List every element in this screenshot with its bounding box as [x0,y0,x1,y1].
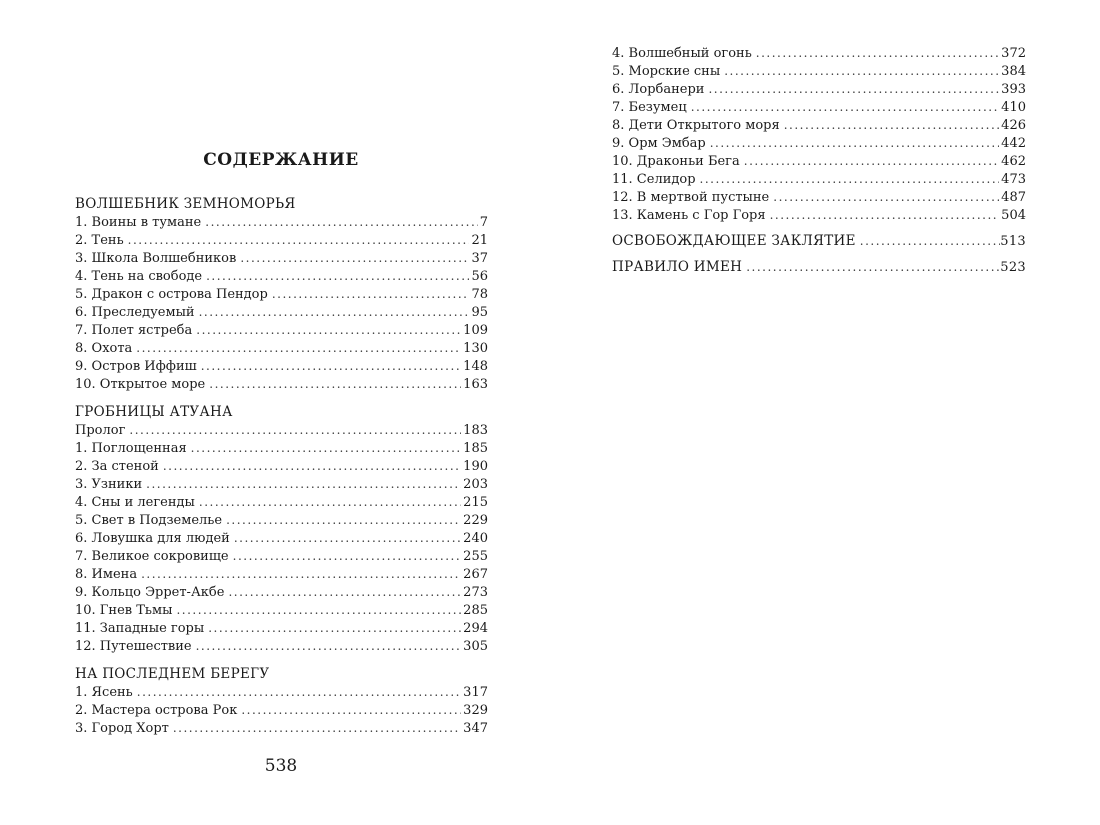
toc-entry [75,339,488,357]
entry-title: 11. Селидор [612,172,696,187]
toc-entry [75,303,488,321]
dot-leader [773,188,999,206]
entry-title: 5. Морские сны [612,64,721,79]
dot-leader [205,213,477,231]
entry-title: 6. Лорбанери [612,82,705,97]
entry-page: 7 [479,215,488,230]
entry-title: 4. Сны и легенды [75,495,195,510]
dot-leader [272,285,470,303]
entry-title: 7. Полет ястреба [75,323,193,338]
toc-left-column [75,195,488,737]
dot-leader [173,719,461,737]
entry-page: 329 [463,703,488,718]
dot-leader [233,547,462,565]
entry-page: 56 [471,269,488,284]
toc-entry [75,357,488,375]
entry-page: 229 [463,513,488,528]
entry-title: 7. Безумец [612,100,687,115]
entry-page: 372 [1001,46,1026,61]
toc-entry [75,601,488,619]
toc-entry [612,62,1026,80]
entry-title: 8. Охота [75,341,133,356]
entry-title: 5. Дракон с острова Пендор [75,287,268,302]
entry-page: 95 [471,305,488,320]
dot-leader [241,701,461,719]
entry-title: 2. Мастера острова Рок [75,703,238,718]
toc-entry-unbinding [612,232,1026,250]
entry-page: 294 [463,621,488,636]
toc-entry [75,637,488,655]
toc-entry [612,188,1026,206]
entry-title: 10. Гнев Тьмы [75,603,173,618]
entry-title: 12. Путешествие [75,639,192,654]
entry-page: 347 [463,721,488,736]
entry-page: 426 [1001,118,1026,133]
section-heading-tombs: ГРОБНИЦЫ АТУАНА [75,404,233,420]
toc-entry [75,457,488,475]
entry-page: 109 [463,323,488,338]
toc-entry [612,116,1026,134]
entry-page: 487 [1001,190,1026,205]
entry-title: 3. Узники [75,477,143,492]
dot-leader [860,232,1001,250]
entry-page: 513 [1000,234,1026,249]
entry-title: 3. Школа Волшебников [75,251,237,266]
entry-title: 11. Западные горы [75,621,205,636]
entry-page: 285 [463,603,488,618]
toc-entry [75,619,488,637]
dot-leader [206,267,469,285]
toc-entry [75,701,488,719]
toc-list-tombs [75,421,488,655]
entry-title: 9. Орм Эмбар [612,136,706,151]
entry-title: 2. За стеной [75,459,159,474]
dot-leader [240,249,469,267]
toc-entry [75,683,488,701]
dot-leader [228,583,461,601]
section-heading-wizard: ВОЛШЕБНИК ЗЕМНОМОРЬЯ [75,196,296,212]
dot-leader [128,231,470,249]
entry-title: 1. Поглощенная [75,441,187,456]
dot-leader [708,80,999,98]
entry-page: 473 [1001,172,1026,187]
toc-entry [75,321,488,339]
dot-leader [199,493,461,511]
toc-list-shore-right [612,44,1026,224]
dot-leader [784,116,999,134]
dot-leader [234,529,461,547]
dot-leader [196,637,462,655]
toc-entry [75,529,488,547]
entry-title: 6. Ловушка для людей [75,531,230,546]
toc-entry [75,267,488,285]
toc-entry [75,285,488,303]
toc-entry-rule-of-names [612,258,1026,276]
toc-entry [75,249,488,267]
entry-title: 1. Ясень [75,685,133,700]
entry-page: 37 [471,251,488,266]
dot-leader [176,601,461,619]
dot-leader [226,511,461,529]
dot-leader [196,321,461,339]
entry-title: 8. Имена [75,567,138,582]
toc-entry [75,421,488,439]
entry-title: 10. Драконьи Бега [612,154,740,169]
dot-leader [756,44,999,62]
page-number: 538 [264,756,298,776]
dot-leader [146,475,461,493]
entry-title: 4. Волшебный огонь [612,46,752,61]
entry-page: 130 [463,341,488,356]
entry-title: Пролог [75,423,126,438]
entry-title: 5. Свет в Подземелье [75,513,223,528]
entry-page: 523 [1000,260,1026,275]
toc-entry [75,565,488,583]
entry-page: 410 [1001,100,1026,115]
entry-page: 185 [463,441,488,456]
toc-entry [75,493,488,511]
toc-entry [612,80,1026,98]
entry-page: 163 [463,377,488,392]
entry-page: 255 [463,549,488,564]
entry-title: 8. Дети Открытого моря [612,118,780,133]
dot-leader [746,258,1000,276]
entry-page: 384 [1001,64,1026,79]
entry-title: 9. Кольцо Эррет-Акбе [75,585,225,600]
dot-leader [724,62,999,80]
entry-title: 2. Тень [75,233,124,248]
section-heading-shore: НА ПОСЛЕДНЕМ БЕРЕГУ [75,666,270,682]
entry-page: 317 [463,685,488,700]
toc-title: СОДЕРЖАНИЕ [203,150,359,170]
entry-page: 305 [463,639,488,654]
entry-title: 1. Воины в тумане [75,215,202,230]
dot-leader [141,565,461,583]
entry-page: 21 [471,233,488,248]
entry-page: 183 [463,423,488,438]
toc-entry [75,375,488,393]
dot-leader [691,98,999,116]
entry-page: 203 [463,477,488,492]
toc-list-shore-left [75,683,488,737]
toc-entry [612,44,1026,62]
entry-title: 6. Преследуемый [75,305,195,320]
dot-leader [770,206,1000,224]
entry-title: 3. Город Хорт [75,721,169,736]
dot-leader [163,457,461,475]
entry-title: 4. Тень на свободе [75,269,203,284]
dot-leader [199,303,470,321]
dot-leader [129,421,461,439]
dot-leader [700,170,1000,188]
toc-right-column [612,44,1026,276]
toc-entry [75,231,488,249]
toc-list-wizard [75,213,488,393]
entry-page: 190 [463,459,488,474]
entry-page: 78 [471,287,488,302]
toc-entry [75,719,488,737]
entry-title: 9. Остров Иффиш [75,359,197,374]
toc-entry [75,583,488,601]
toc-entry [75,511,488,529]
entry-page: 148 [463,359,488,374]
toc-entry [75,213,488,231]
dot-leader [710,134,999,152]
entry-title: 13. Камень с Гор Горя [612,208,766,223]
entry-page: 442 [1001,136,1026,151]
entry-page: 504 [1001,208,1026,223]
toc-entry [612,98,1026,116]
entry-page: 215 [463,495,488,510]
dot-leader [201,357,461,375]
toc-entry [612,170,1026,188]
entry-page: 273 [463,585,488,600]
toc-entry [75,439,488,457]
entry-title: 7. Великое сокровище [75,549,229,564]
entry-title: 10. Открытое море [75,377,206,392]
toc-entry [612,152,1026,170]
dot-leader [208,619,461,637]
entry-page: 393 [1001,82,1026,97]
dot-leader [136,339,461,357]
toc-entry [75,547,488,565]
dot-leader [744,152,999,170]
toc-entry [75,475,488,493]
entry-page: 240 [463,531,488,546]
dot-leader [209,375,461,393]
entry-title: ПРАВИЛО ИМЕН [612,259,743,275]
entry-page: 462 [1001,154,1026,169]
toc-entry [612,206,1026,224]
dot-leader [137,683,461,701]
entry-title: 12. В мертвой пустыне [612,190,770,205]
dot-leader [191,439,462,457]
entry-page: 267 [463,567,488,582]
entry-title: ОСВОБОЖДАЮЩЕЕ ЗАКЛЯТИЕ [612,233,856,249]
toc-entry [612,134,1026,152]
